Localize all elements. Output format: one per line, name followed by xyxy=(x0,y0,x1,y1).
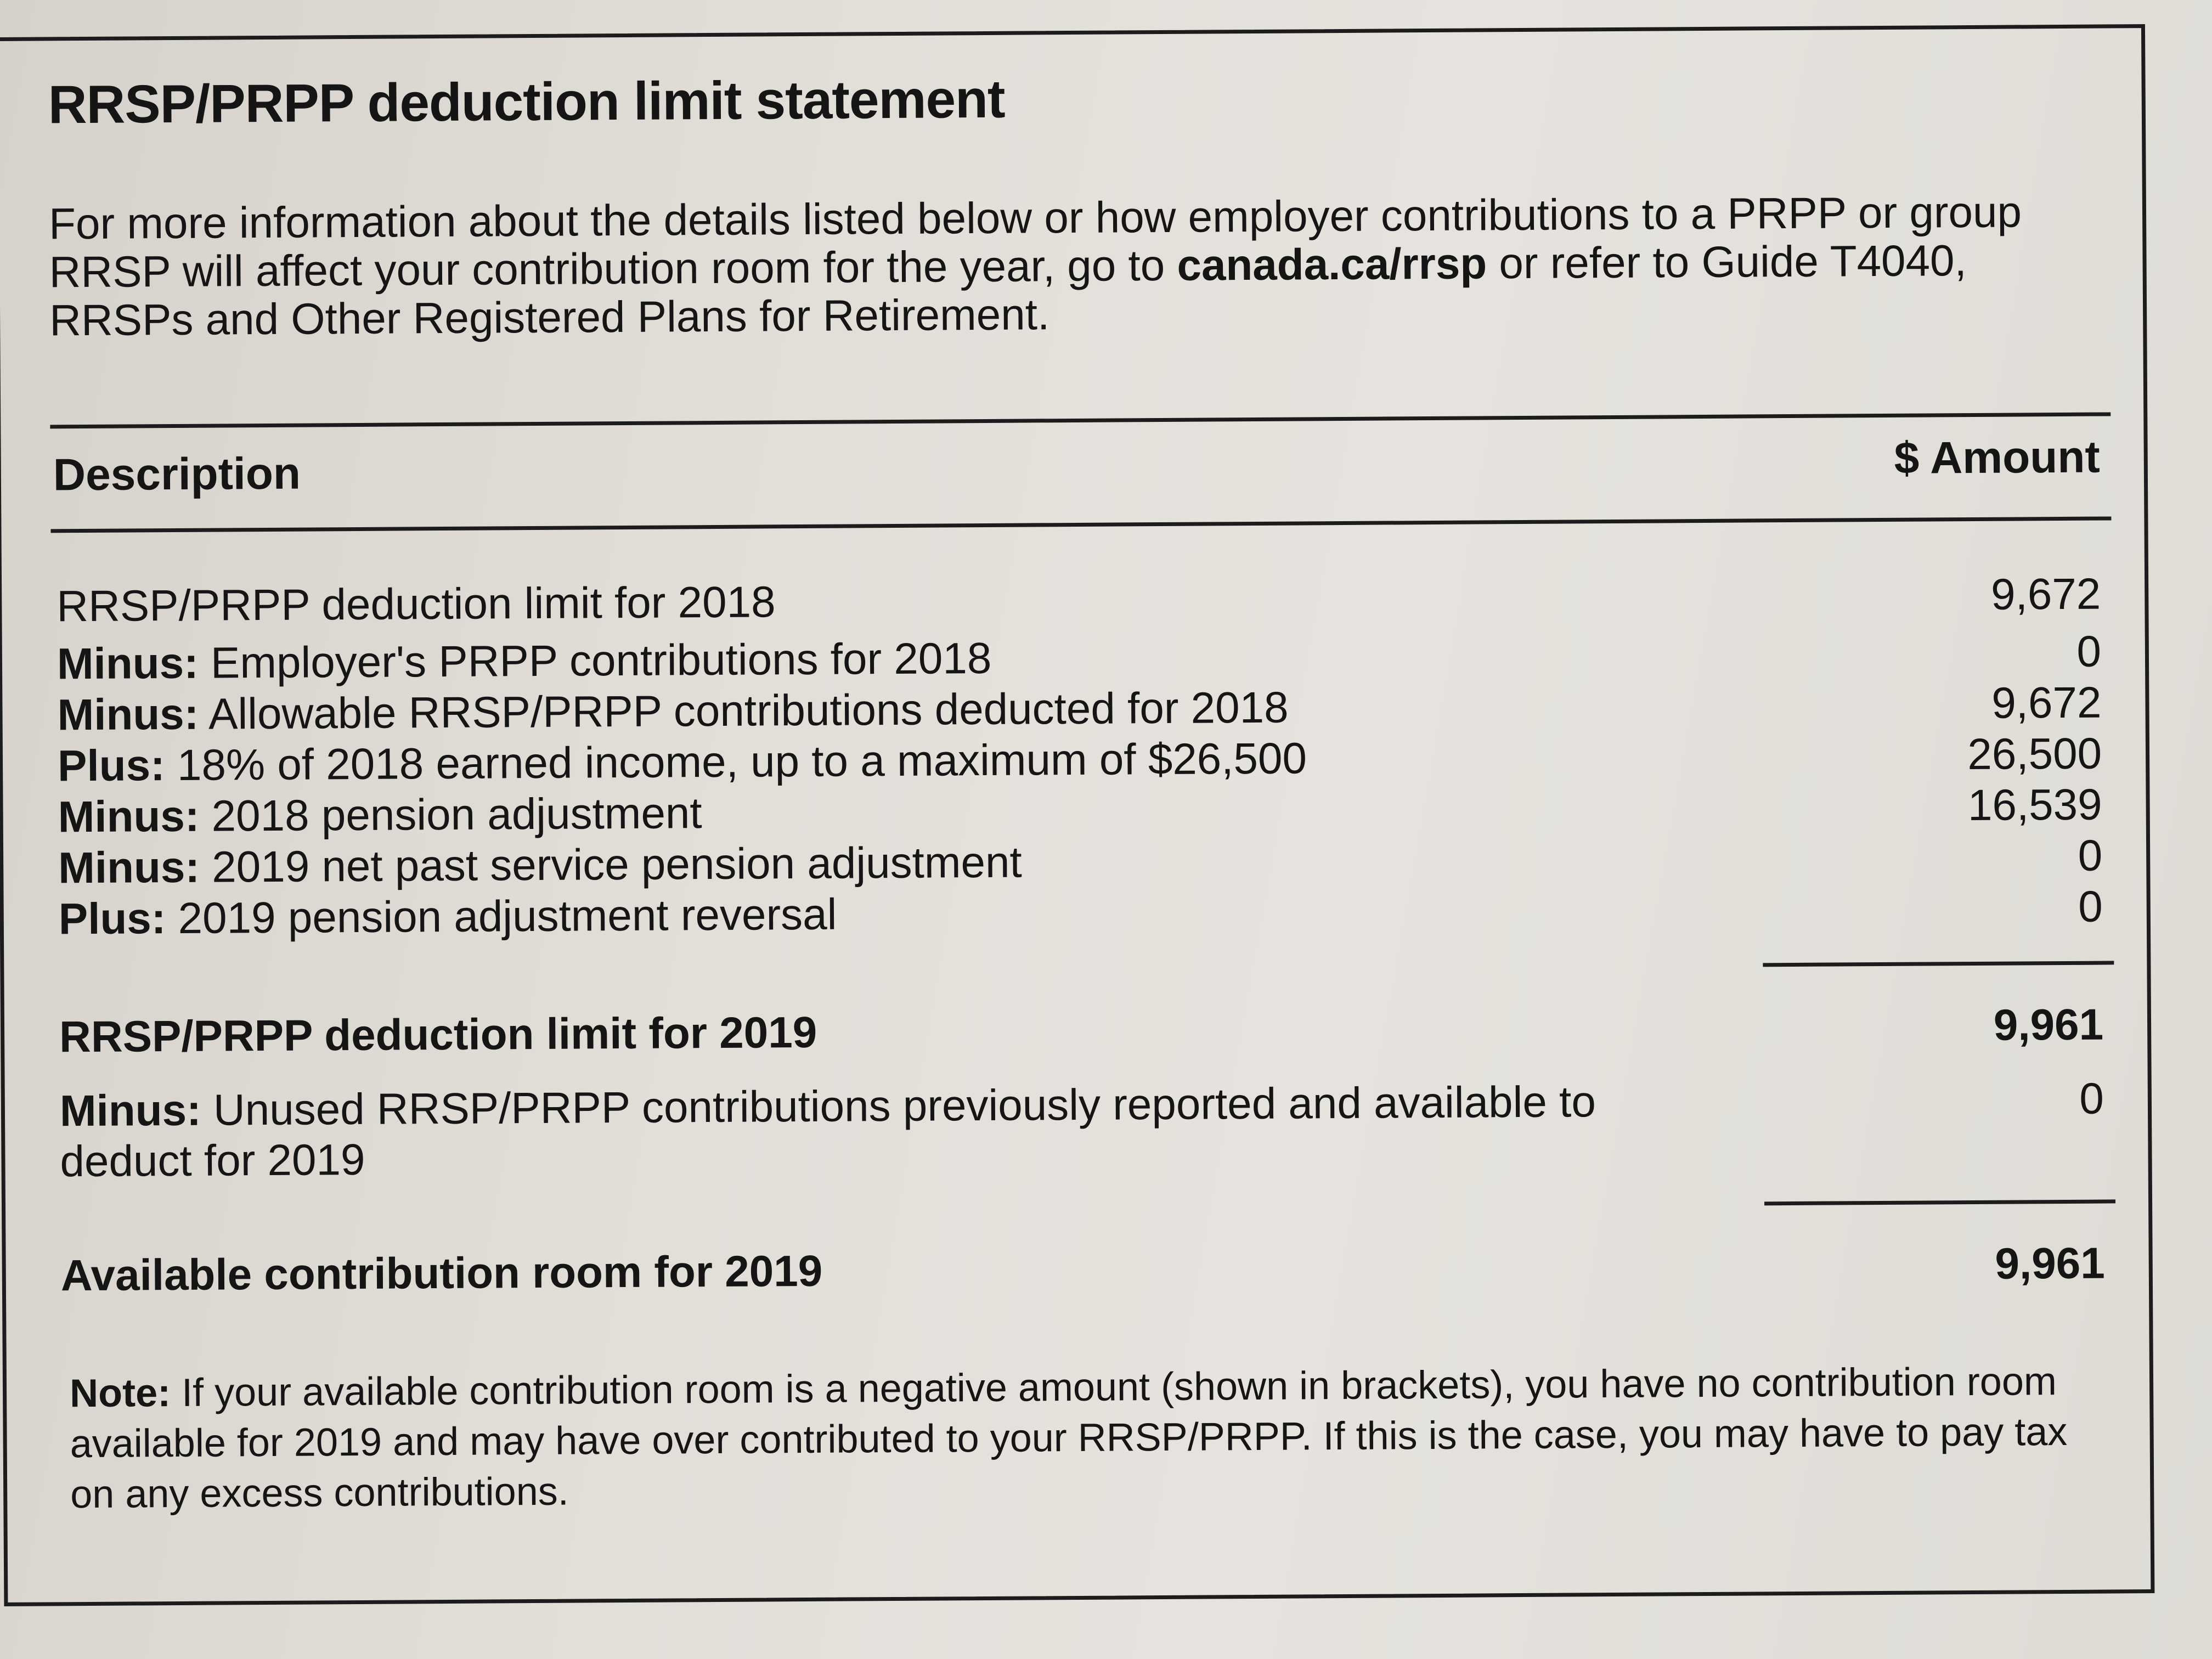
row-amount: 26,500 xyxy=(1967,729,2102,779)
statement-box xyxy=(0,24,2154,1606)
header-bottom-rule xyxy=(50,516,2111,533)
row-description: Plus: 2019 pension adjustment reversal xyxy=(58,889,837,944)
intro-paragraph xyxy=(49,188,2080,345)
available-room-amount: 9,961 xyxy=(1995,1238,2105,1288)
row-amount: 0 xyxy=(2076,627,2102,676)
note-text: If your available contribution room is a negative amount (shown in brackets), you have no contribution room available for 2019 and may have over contributed to your RRSP/PRPP. If this is the case, you may have to pay tax on any excess contributions. xyxy=(70,1359,2068,1517)
note-prefix: Note: xyxy=(69,1371,171,1416)
row-description: Minus: 2019 net past service pension adjustment xyxy=(58,837,1022,893)
note-paragraph xyxy=(70,1356,2101,1520)
row-description: Plus: 18% of 2018 earned income, up to a maximum of $26,500 xyxy=(57,733,1307,791)
header-top-rule xyxy=(50,412,2111,428)
available-room-row xyxy=(61,1238,2106,1302)
description-header: Description xyxy=(53,448,301,500)
limit-2019-row xyxy=(59,1000,2104,1064)
row-description: RRSP/PRPP deduction limit for 2018 xyxy=(57,577,776,631)
unused-contributions-row xyxy=(60,1074,2104,1190)
row-amount: 0 xyxy=(2078,831,2103,880)
row-description: Minus: 2018 pension adjustment xyxy=(58,788,702,842)
unused-contributions-amount: 0 xyxy=(2079,1074,2104,1123)
intro-text-end: or refer to Guide T4040, RRSPs and Other Registered Plans for Retirement. xyxy=(49,236,1967,345)
unused-contributions-label: Minus: Unused RRSP/PRPP contributions previously reported and available to deduct for 2019 xyxy=(59,1077,1596,1186)
statement-title: RRSP/PRPP deduction limit statement xyxy=(48,68,1005,135)
total-rule xyxy=(1764,1199,2115,1205)
amount-header: $ Amount xyxy=(1894,432,2101,483)
row-amount: 16,539 xyxy=(1967,780,2102,830)
limit-2019-amount: 9,961 xyxy=(1993,1000,2104,1049)
table-row xyxy=(57,569,2101,633)
intro-text-start: For more information about the details listed below or how employer contributions to a PRPP or group RRSP will affect your contribution room for the year, go to xyxy=(48,187,2022,297)
row-description: Minus: Employer's PRPP contributions for 2018 xyxy=(57,633,992,689)
rrsp-link[interactable]: canada.ca/rrsp xyxy=(1177,239,1487,290)
row-amount: 0 xyxy=(2078,882,2103,931)
row-amount: 9,672 xyxy=(1990,569,2101,619)
row-description: Minus: Allowable RRSP/PRPP contributions deducted for 2018 xyxy=(57,682,1289,740)
limit-2019-label: RRSP/PRPP deduction limit for 2019 xyxy=(59,1007,817,1062)
row-amount: 9,672 xyxy=(1991,678,2102,727)
available-room-label: Available contribution room for 2019 xyxy=(60,1246,823,1300)
subtotal-rule xyxy=(1763,961,2114,967)
